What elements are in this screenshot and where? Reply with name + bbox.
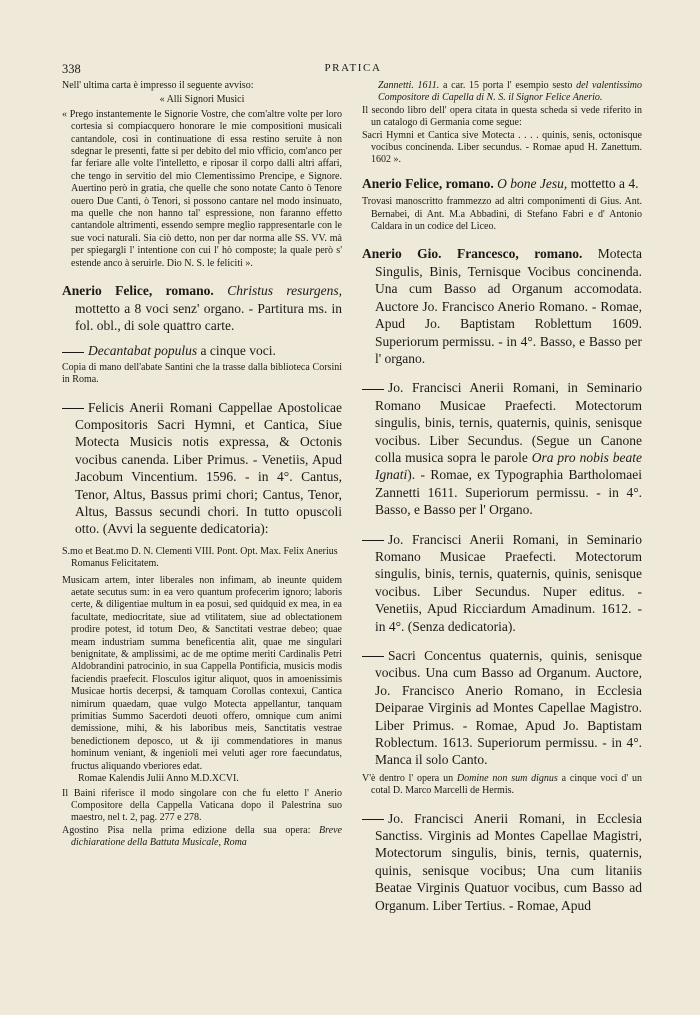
note-baini: Il Baini riferisce il modo singolare con che fu eletto l' Anerio Compositore della Cappella Vaticana dopo il Palestrina suo maestro, nel t. 2, pag. 277 e 278. (62, 787, 342, 824)
work-title: O bone Jesu, (497, 175, 568, 191)
note-italic: Domine non sum dignus (456, 772, 558, 784)
entry-note: Trovasi manoscritto frammezzo ad altri componimenti di Gius. Ant. Bernabei, di Ant. M.a Abbadini, di Stefano Fabri e d' Antonio Caldara in un codice del Liceo. (362, 196, 642, 233)
avviso-heading: « Alli Signori Musici (159, 94, 245, 106)
note-italic: del valentissimo Compositore di Capella di N. S. il Signor Felice Anerio. (378, 80, 642, 104)
entry-sacri-hymni (62, 399, 342, 538)
page-number: 338 (62, 62, 81, 76)
em-dash-rule (362, 656, 384, 657)
entry-text: mottetto a 8 voci senz' organo. - Partitura ms. in fol. obl., di sole quattro carte. (75, 300, 342, 333)
composer-name: Anerio Gio. Francesco, romano. (362, 246, 583, 262)
catalog-quote: Sacri Hymni et Cantica sive Motecta . . . . quinis, senis, octonisque vocibus concinenda. Liber secundus. - Romae apud H. Zanettum. 1602 ». (362, 129, 642, 166)
entry-text: a cinque voci. (200, 343, 276, 359)
composer-name: Anerio Felice, romano. (362, 175, 494, 191)
note-text: a cinque voci d' un cotal D. Marco Marcelli de Hermis. (371, 772, 642, 797)
em-dash-rule (362, 819, 384, 820)
em-dash-rule (362, 540, 384, 541)
entry-o-bone-jesu (362, 175, 642, 192)
note-italic-title: Breve dichiaratione della Battuta Musicale, Roma (71, 824, 342, 849)
dedication-date: Romae Kalendis Julii Anno M.D.XCVI. (78, 773, 239, 785)
entry-sacri-concentus (362, 647, 642, 769)
right-column (362, 80, 642, 995)
catalog-note: Il secondo libro dell' opera citata in questa scheda si vede riferito in un catalogo di Germania come segue: (362, 104, 642, 129)
work-title: Christus resurgens, (227, 283, 342, 299)
note-italic: Zannetti. 1611. (378, 80, 440, 91)
continued-note (362, 80, 642, 105)
dedication-body: Musicam artem, inter liberales non infimam, ab ineunte quidem aetate secutus sum: in ea vero quantum profecerim ignoro; laboris certe, & diligentiae multum in ea posui, sed quidquid ex mea, in ea facultate, mediocritate, siue ad vtilitatem, siue ad oblectationem prodire potest, id totum Deo, & Sanctitati vestrae debeo; quae meam industriam summa beneficentia alit, quae me singulari benignitate, & amplissimi, ac de me optime meriti Cardinalis Petri Aldobrandini patrocinio, in sua Cappella Pontificia, musicis modis faciendis praefecit. Flosculos igitur aliquot, quos in amoenissimis Musicae hortis decerpsi, & tamquam Corollas contexui, Cantica nimirum quaedam, quae vulgo Motecta appellantur, tanquam primitias Summo Sacerdoti deuoti offero, omnique cum animi demissione, mihi, & his laboribus meis, Sanctitatis vestrae benedictionem deposco, ut & iji commendatiores in manus hominum veniant, & ingenioli mei veluti ager rore faecundatus, fructus aliquando vberiores edat. (62, 574, 342, 772)
intro-line: Nell' ultima carta è impresso il seguente avviso: (62, 80, 254, 91)
entry-decantabat (62, 342, 342, 359)
entry-text: Felicis Anerii Romani Cappellae Apostolicae Compositoris Sacri Hymni, et Cantica, Siue Motecta Musicis notis expressa, & Octonis vocibus canenda. Liber Primus. - Venetiis, Apud Jacobum Vincentium. 1596. - in 4°. Cantus, Tenor, Altus, Bassus primi chori; Cantus, Tenor, Altus, Bassus secundi chori. In tutto opuscoli otto. (Avvi la seguente dedicatoria): (75, 399, 342, 537)
entry-text: mottetto a 4. (570, 175, 639, 191)
dedication-heading: S.mo et Beat.mo D. N. Clementi VIII. Pont. Opt. Max. Felix Anerius Romanus Felicitatem. (62, 545, 338, 570)
entry-note (362, 773, 642, 798)
left-column (62, 80, 342, 995)
entry-liber-secundus-venice (362, 531, 642, 635)
em-dash-rule (362, 389, 384, 390)
em-dash-rule (62, 408, 84, 409)
entry-text: Motecta Singulis, Binis, Ternisque Vocibus concinenda. Una cum Basso ad Organum accomodata. Auctore Jo. Francisco Anerio Romano. - Romae, Apud Jo. Baptistam Roblettum 1609. Superiorum permissu. - in 4°. Basso, e Basso per l' organo. (375, 246, 642, 366)
entry-liber-secundus-rome (362, 379, 642, 518)
note-text: V'è dentro l' opera un (362, 772, 454, 784)
note-pisa (62, 825, 342, 850)
avviso-text: « Prego instantemente le Signorie Vostre, che com'altre volte per loro cortesia si compiacquero honorare le mie compositioni musicali cantandole, così in continuatione di essa restino seruite à non sdegnar le presenti, fatte si per debito del mio vfficio, com'anco per far feriare alle volte l'intelletto, e riposar il corpo dalli altri affari, che tengo in servitio del mio Clementissimo Prencipe, e Signore. Auertino però in gratia, che quelle che sono notate Canto ò Tenore ouero Due Canti, ò Tenori, si possono cantare nel modo insinuato, ma quelle che non hanno tal' espressione, non faranno effetto cantandole altrimenti, essendo sempre meglio rappresentarle con le sue voci naturali. Sia ciò detto, non per dar norma alle SS. VV. mà per spiegargli l' intentione con cui l' hò composte; la quale però s' estende anco à seruirle. Dio N. S. le feliciti ». (62, 108, 342, 269)
entry-text: Sacri Concentus quaternis, quinis, senisque vocibus. Una cum Basso ad Organum. Auctore, Jo. Francisco Anerio Romano, in Ecclesia Deiparae Virginis ad Montes Capellae Magistro. Liber Primus. - Romae, Apud Jo. Baptistam Roblectum. 1613. Superiorum permissu. - in 4°. Manca il solo Canto. (375, 648, 642, 768)
entry-text: Jo. Francisci Anerii Romani, in Seminario Romano Musicae Praefecti. Motectorum singulis, binis, ternis, quaternis, quinis, senisque vocibus. Liber Secundus. Nuper editus. - Venetiis, Apud Ricciardum Amadinum. 1612. - in 4°. (Senza dedicatoria). (375, 531, 642, 634)
entry-text: Jo. Francisci Anerii Romani, in Seminario Romano Musicae Praefecti. Motectorum singulis, binis, ternis, quaternis, quinis, senisque vocibus. Liber Secundus. (Segue un Canone colla musica sopra le parole (375, 380, 642, 465)
em-dash-rule (62, 352, 84, 353)
entry-christus-resurgens (62, 282, 342, 334)
entry-liber-tertius (362, 810, 642, 914)
entry-text: ). - Romae, ex Typographia Bartholomaei Zannetti 1611. Superiorum permissu. - in 4°. Basso, e Basso per l' Organo. (375, 467, 642, 518)
entry-text: Jo. Francisci Anerii Romani, in Ecclesia Sanctiss. Virginis ad Montes Capellae Magistri, Motectorum singulis, binis, ternis, quaternis, quinis, senisque vocibus; Una cum litaniis Beatae Virginis Quatuor vocibus, cum Basso ad Organum. Liber Tertius. - Romae, Apud (375, 810, 642, 913)
page-header (62, 62, 644, 78)
note-text: Agostino Pisa nella prima edizione della sua opera: (62, 824, 311, 836)
composer-name: Anerio Felice, romano. (62, 283, 214, 299)
entry-motecta-singulis (362, 245, 642, 367)
entry-note: Copia di mano dell'abate Santini che la trasse dalla biblioteca Corsini in Roma. (62, 361, 342, 386)
work-title: Decantabat populus (88, 343, 198, 359)
work-title: Ora pro nobis beate Ignati (375, 449, 642, 483)
note-text: a car. 15 porta l' esempio sesto (443, 80, 573, 91)
running-head: PRATICA (324, 62, 382, 74)
